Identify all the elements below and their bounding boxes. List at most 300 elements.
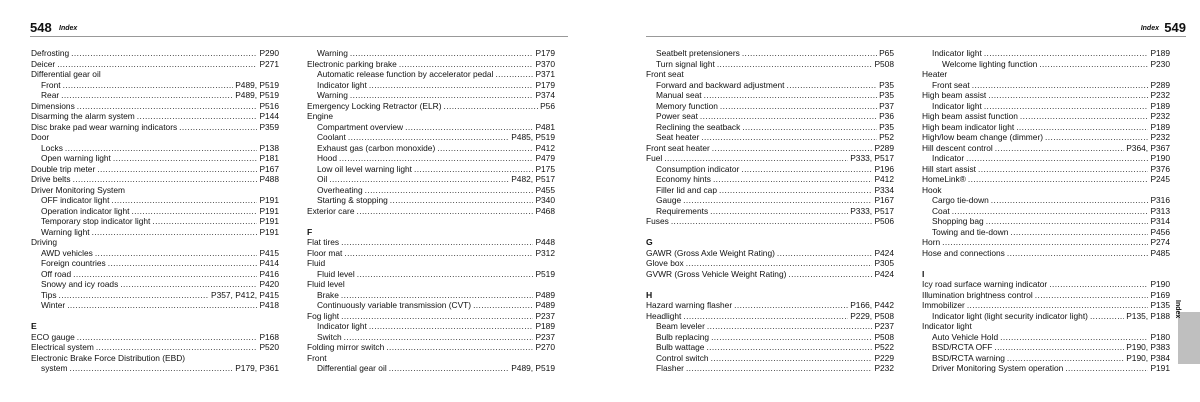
page-reference[interactable]: P189 (535, 321, 555, 331)
page-reference[interactable]: P169 (1150, 289, 1170, 300)
index-column-1 (31, 48, 279, 374)
index-column-3 (646, 48, 894, 374)
page-reference[interactable]: P522 (874, 342, 894, 352)
page-reference[interactable]: P289 (1150, 79, 1170, 90)
index-entry (31, 164, 279, 175)
page-reference[interactable]: P189 (1150, 48, 1170, 58)
dot-leader (111, 195, 257, 206)
index-entry (31, 174, 279, 185)
entry-term: Front (307, 352, 327, 363)
dot-leader (717, 59, 873, 70)
index-entry (922, 290, 1170, 301)
page-reference[interactable]: P52 (879, 132, 894, 142)
index-entry (922, 69, 1170, 80)
index-entry (307, 59, 555, 70)
page-reference[interactable]: P371 (535, 69, 555, 79)
entry-term: Power seat (656, 111, 698, 121)
entry-term: Exterior care (307, 205, 355, 216)
dot-leader (350, 90, 534, 101)
entry-term: Immobilizer (922, 300, 965, 310)
index-entry (307, 80, 555, 91)
dot-leader (473, 300, 533, 311)
index-entry (646, 48, 894, 59)
page-reference[interactable]: P481 (535, 121, 555, 132)
dot-leader (1045, 132, 1148, 143)
page-reference[interactable]: P316 (1150, 195, 1170, 205)
dot-leader (707, 321, 873, 332)
entry-term: Overheating (317, 184, 363, 195)
index-entry (646, 363, 894, 374)
page-reference[interactable]: P232 (1150, 132, 1170, 142)
dot-leader (77, 101, 258, 112)
entry-term: Bulb wattage (656, 342, 705, 352)
entry-term: Warning (317, 48, 348, 58)
entry-term: Driver Monitoring System (31, 184, 126, 195)
page-reference[interactable]: P35 (879, 90, 894, 100)
index-side-tab (1178, 312, 1200, 364)
page-reference[interactable]: P424 (874, 247, 894, 258)
page-reference[interactable]: P237 (874, 321, 894, 331)
dot-leader (405, 122, 533, 133)
page-reference[interactable]: P485 (1150, 247, 1170, 258)
entry-term: Indicator light (932, 100, 982, 111)
dot-leader (720, 101, 877, 112)
entry-term: Front (41, 79, 61, 90)
page-reference[interactable]: P305 (874, 258, 894, 268)
page-reference[interactable]: P237 (535, 310, 555, 321)
index-entry (922, 153, 1170, 164)
index-entry (31, 80, 279, 91)
index-entry (922, 122, 1170, 133)
page-reference[interactable]: P312 (535, 247, 555, 258)
page-reference[interactable]: P181 (259, 153, 279, 163)
page-reference[interactable]: P190, P384 (1126, 352, 1170, 363)
entry-term: Driver Monitoring System operation (932, 363, 1064, 373)
index-entry (31, 258, 279, 269)
entry-term: Indicator light (932, 48, 982, 58)
entry-term: Control switch (656, 352, 709, 363)
index-entry (31, 206, 279, 217)
index-entry (307, 111, 555, 122)
index-entry (31, 248, 279, 259)
page-reference[interactable]: P374 (535, 90, 555, 100)
page-reference[interactable]: P166, P442 (850, 300, 894, 310)
entry-term: GVWR (Gross Vehicle Weight Rating) (646, 268, 787, 279)
page-reference[interactable]: P135 (1150, 300, 1170, 310)
index-entry (646, 195, 894, 206)
entry-term: Indicator light (922, 321, 972, 331)
index-entry (646, 59, 894, 70)
dot-leader (686, 363, 873, 374)
index-entry (922, 80, 1170, 91)
entry-term: Glove box (646, 258, 684, 268)
page-reference[interactable]: P334 (874, 184, 894, 195)
page-reference[interactable]: P175 (535, 163, 555, 174)
index-entry (307, 290, 555, 301)
dot-leader (77, 332, 258, 343)
dot-leader (968, 174, 1149, 185)
dot-leader (399, 59, 534, 70)
index-entry (31, 342, 279, 353)
dot-leader (1020, 111, 1149, 122)
index-entry (922, 321, 1170, 332)
entry-term: Oil (317, 174, 328, 184)
entry-term: Operation indicator light (41, 205, 130, 216)
page-reference[interactable]: P415 (259, 247, 279, 258)
page-reference[interactable]: P191 (259, 216, 279, 226)
index-entry (646, 80, 894, 91)
entry-term: High beam indicator light (922, 121, 1015, 132)
entry-term: Fluid (307, 258, 326, 268)
dot-leader (131, 206, 257, 217)
dot-leader (414, 164, 533, 175)
index-entry (646, 300, 894, 311)
page-reference[interactable]: P274 (1150, 237, 1170, 247)
entry-term: Continuously variable transmission (CVT) (317, 300, 472, 310)
dot-leader (344, 332, 534, 343)
entry-term: Seat heater (656, 132, 700, 142)
page-reference[interactable]: P376 (1150, 163, 1170, 174)
dot-leader (1035, 290, 1149, 301)
entry-term: BSD/RCTA warning (932, 352, 1005, 363)
dot-leader (389, 363, 510, 374)
page-reference[interactable]: P489, P519 (235, 90, 279, 100)
entry-term: ECO gauge (31, 331, 75, 342)
entry-term: Hood (317, 153, 338, 163)
page-reference[interactable]: P167 (874, 195, 894, 205)
entry-term: Hook (922, 184, 942, 195)
page-reference[interactable]: P135, P188 (1126, 310, 1170, 321)
page-reference[interactable]: P340 (535, 195, 555, 205)
entry-term: Driving (31, 237, 58, 247)
entry-term: Deicer (31, 58, 56, 69)
index-entry (646, 185, 894, 196)
page-reference[interactable]: P333, P517 (850, 153, 894, 163)
index-entry (307, 164, 555, 175)
page-reference[interactable]: P191 (1150, 363, 1170, 373)
index-entry (307, 195, 555, 206)
page-reference[interactable]: P414 (259, 258, 279, 268)
index-entry (31, 101, 279, 112)
page-reference[interactable]: P168 (259, 331, 279, 342)
index-entry (646, 132, 894, 143)
section-letter: F (307, 226, 313, 237)
index-entry (307, 342, 555, 353)
dot-leader (96, 342, 258, 353)
page-reference[interactable]: P506 (874, 216, 894, 226)
index-entry (307, 174, 555, 185)
entry-term: AWD vehicles (41, 247, 93, 258)
page-reference[interactable]: P37 (879, 100, 894, 111)
dot-leader (341, 290, 534, 301)
index-entry (922, 101, 1170, 112)
page-reference[interactable]: P357, P412, P415 (211, 289, 279, 300)
page-reference[interactable]: P448 (535, 237, 555, 247)
page-reference[interactable]: P424 (874, 268, 894, 279)
page-reference[interactable]: P138 (259, 142, 279, 153)
dot-leader (108, 258, 258, 269)
entry-term: Requirements (656, 205, 709, 216)
index-entry (307, 122, 555, 133)
page-reference[interactable]: P232 (874, 363, 894, 373)
dot-leader (777, 248, 873, 259)
index-entry (31, 69, 279, 80)
page-reference[interactable]: P418 (259, 300, 279, 310)
entry-term: Winter (41, 300, 66, 310)
dot-leader (711, 332, 872, 343)
entry-term: Switch (317, 331, 342, 342)
index-entry (646, 101, 894, 112)
entry-term: Hill descent control (922, 142, 993, 153)
entry-term: Drive belts (31, 174, 71, 184)
dot-leader (1039, 59, 1148, 70)
entry-term: Consumption indicator (656, 163, 740, 174)
dot-leader (978, 164, 1148, 175)
page-reference[interactable]: P479 (535, 153, 555, 163)
page-reference[interactable]: P191 (259, 195, 279, 205)
index-entry (307, 101, 555, 112)
page-reference[interactable]: P333, P517 (850, 205, 894, 216)
page-reference[interactable]: P36 (879, 111, 894, 121)
entry-term: Disc brake pad wear warning indicators (31, 121, 178, 132)
page-reference[interactable]: P271 (259, 58, 279, 69)
index-entry (922, 227, 1170, 238)
entry-term: Gauge (656, 195, 682, 205)
page-reference[interactable]: P489, P519 (235, 79, 279, 90)
page-reference[interactable]: P180 (1150, 331, 1170, 342)
dot-leader (710, 206, 848, 217)
index-entry (646, 153, 894, 164)
dot-leader (786, 80, 877, 91)
page-reference[interactable]: P489 (535, 289, 555, 300)
index-entry (922, 164, 1170, 175)
index-entry (307, 248, 555, 259)
dot-leader (179, 122, 257, 133)
page-reference[interactable]: P245 (1150, 174, 1170, 184)
entry-term: Door (31, 132, 50, 142)
left-page-number: 548 (30, 20, 52, 35)
dot-leader (683, 195, 872, 206)
entry-term: Manual seat (656, 90, 702, 100)
index-entry (922, 332, 1170, 343)
page-reference[interactable]: P508 (874, 58, 894, 69)
left-page-label: Index (59, 25, 78, 32)
index-entry (646, 206, 894, 217)
page-reference[interactable]: P35 (879, 79, 894, 90)
entry-term: Memory function (656, 100, 718, 111)
index-entry (922, 237, 1170, 248)
index-entry (646, 111, 894, 122)
index-entry (307, 258, 555, 269)
dot-leader (664, 153, 848, 164)
index-entry (922, 59, 1170, 70)
dot-leader (348, 132, 509, 143)
page-reference[interactable]: P144 (259, 111, 279, 121)
entry-term: Warning light (41, 226, 90, 237)
dot-leader (63, 80, 234, 91)
entry-term: Brake (317, 289, 339, 300)
page-reference[interactable]: P456 (1150, 226, 1170, 237)
page-reference[interactable]: P237 (535, 331, 555, 342)
index-entry (307, 279, 555, 290)
entry-term: Front seat (646, 69, 684, 79)
dot-leader (683, 311, 848, 322)
page-reference[interactable]: P370 (535, 58, 555, 69)
page-reference[interactable]: P508 (874, 331, 894, 342)
index-entry (646, 174, 894, 185)
page-reference[interactable]: P489 (535, 300, 555, 310)
dot-leader (967, 300, 1149, 311)
page-reference[interactable]: P167 (259, 163, 279, 174)
left-page-header (30, 18, 568, 37)
index-entry (646, 216, 894, 227)
dot-leader (339, 153, 533, 164)
page-reference[interactable]: P482, P517 (511, 174, 555, 184)
entry-term: Indicator light (317, 79, 367, 90)
entry-term: Fluid level (307, 279, 345, 289)
page-reference[interactable]: P519 (535, 268, 555, 279)
index-entry (307, 237, 555, 248)
dot-leader (95, 248, 258, 259)
entry-term: Turn signal light (656, 58, 715, 69)
spacer (646, 227, 894, 238)
dot-leader (495, 69, 533, 80)
index-entry (31, 353, 279, 364)
index-entry (646, 69, 894, 80)
page-reference[interactable]: P232 (1150, 111, 1170, 121)
dot-leader (67, 300, 257, 311)
dot-leader (92, 227, 258, 238)
entry-term: Economy hints (656, 174, 711, 184)
page-reference[interactable]: P189 (1150, 100, 1170, 111)
index-entry (922, 174, 1170, 185)
entry-term: Welcome lighting function (942, 58, 1038, 69)
entry-term: Front seat (932, 79, 970, 90)
dot-leader (369, 321, 534, 332)
dot-leader (1065, 363, 1148, 374)
page-reference[interactable]: P35 (879, 121, 894, 132)
entry-term: Horn (922, 237, 941, 247)
page-reference[interactable]: P416 (259, 268, 279, 279)
index-column-4 (922, 48, 1170, 374)
page-reference[interactable]: P489, P519 (511, 363, 555, 373)
entry-term: High/low beam change (dimmer) (922, 132, 1044, 142)
page-reference[interactable]: P179 (535, 48, 555, 58)
entry-term: Hose and connections (922, 247, 1005, 258)
page-reference[interactable]: P179 (535, 79, 555, 90)
index-entry (31, 269, 279, 280)
page-reference[interactable]: P455 (535, 184, 555, 195)
page-reference[interactable]: P364, P367 (1126, 142, 1170, 153)
entry-term: Engine (307, 111, 334, 121)
index-entry (307, 185, 555, 196)
page-reference[interactable]: P229 (874, 352, 894, 363)
dot-leader (742, 122, 877, 133)
page-reference[interactable]: P230 (1150, 58, 1170, 69)
page-reference[interactable]: P359 (259, 121, 279, 132)
page-reference[interactable]: P189 (1150, 121, 1170, 132)
index-entry (646, 122, 894, 133)
page-reference[interactable]: P468 (535, 205, 555, 216)
index-entry (646, 248, 894, 259)
entry-term: Floor mat (307, 247, 343, 258)
page-reference[interactable]: P65 (879, 48, 894, 58)
page-reference[interactable]: P179, P361 (235, 363, 279, 373)
page-reference[interactable]: P290 (259, 48, 279, 58)
dot-leader (61, 90, 233, 101)
page-reference[interactable]: P190 (1150, 279, 1170, 289)
dot-leader (1000, 332, 1148, 343)
page-reference[interactable]: P289 (874, 142, 894, 153)
entry-term: Snowy and icy roads (41, 279, 119, 289)
index-entry (922, 279, 1170, 290)
dot-leader (356, 206, 533, 217)
dot-leader (57, 59, 257, 70)
page-reference[interactable]: P412 (874, 174, 894, 184)
dot-leader (711, 353, 873, 364)
page-reference[interactable]: P56 (540, 100, 555, 111)
entry-term: Flasher (656, 363, 684, 373)
index-entry (31, 279, 279, 290)
page-reference[interactable]: P190 (1150, 153, 1170, 163)
dot-leader (365, 185, 534, 196)
entry-term: Illumination brightness control (922, 289, 1033, 300)
page-reference[interactable]: P229, P508 (850, 310, 894, 321)
index-entry (922, 342, 1170, 353)
page-reference[interactable]: P314 (1150, 216, 1170, 226)
entry-term: Filler lid and cap (656, 184, 717, 195)
dot-leader (1007, 248, 1149, 259)
entry-term: Indicator light (317, 321, 367, 331)
index-entry (31, 143, 279, 154)
entry-term: Indicator light (light security indicator light) (932, 310, 1088, 321)
entry-term: Locks (41, 142, 63, 153)
index-entry (31, 48, 279, 59)
page-reference[interactable]: P412 (535, 142, 555, 153)
page-reference[interactable]: P191 (259, 226, 279, 237)
page-reference[interactable]: P270 (535, 342, 555, 352)
entry-term: Tips (41, 289, 57, 300)
index-entry (922, 90, 1170, 101)
dot-leader (120, 279, 257, 290)
entry-term: BSD/RCTA OFF (932, 342, 993, 352)
entry-term: Low oil level warning light (317, 163, 412, 174)
dot-leader (1090, 311, 1124, 322)
page-reference[interactable]: P485, P519 (511, 132, 555, 142)
index-entry (307, 48, 555, 59)
index-entry (31, 363, 279, 374)
entry-term: Icy road surface warning indicator (922, 279, 1048, 289)
page-reference[interactable]: P191 (259, 205, 279, 216)
page-reference[interactable]: P520 (259, 342, 279, 352)
index-entry (307, 132, 555, 143)
entry-term: Folding mirror switch (307, 342, 385, 352)
index-entry (307, 353, 555, 364)
page-reference[interactable]: P190, P383 (1126, 342, 1170, 352)
page-reference[interactable]: P420 (259, 279, 279, 289)
index-entry (922, 216, 1170, 227)
dot-leader (341, 311, 533, 322)
dot-leader (1049, 279, 1148, 290)
page-reference[interactable]: P232 (1150, 90, 1170, 100)
dot-leader (686, 258, 873, 269)
entry-term: Open warning light (41, 153, 111, 163)
page-reference[interactable]: P196 (874, 163, 894, 174)
page-reference[interactable]: P516 (259, 100, 279, 111)
entry-term: Warning (317, 90, 348, 100)
page-reference[interactable]: P313 (1150, 205, 1170, 216)
page-reference[interactable]: P488 (259, 174, 279, 184)
